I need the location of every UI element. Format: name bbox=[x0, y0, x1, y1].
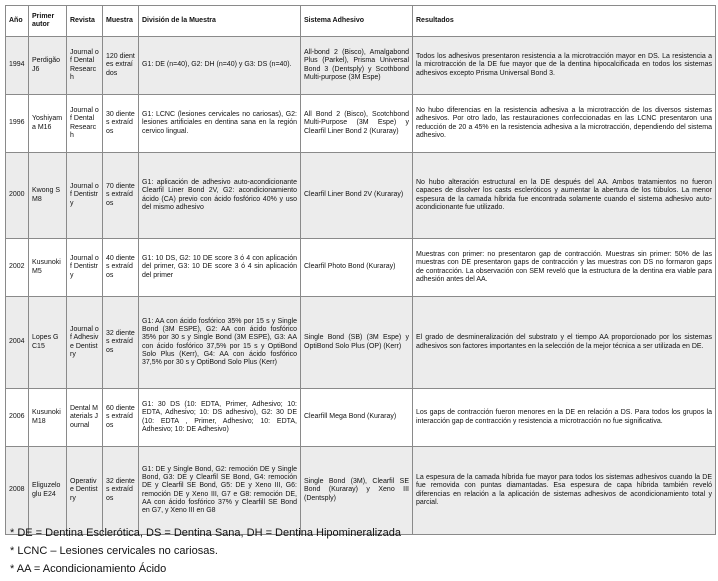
table-row bbox=[6, 37, 716, 95]
adhesive-cell: Single Bond (SB) (3M Espe) y OptiBond Solo Plus (OP) (Kerr) bbox=[301, 297, 413, 389]
year-cell: 2002 bbox=[6, 239, 29, 297]
division-cell: G1: aplicación de adhesivo auto-acondicionante Clearfil Liner Bond 2V, G2: acondicionamiento ácido (CA) previo con ácido fosfórico 40% y uso del mismo adhesivo bbox=[139, 153, 301, 239]
header-author: Primer autor bbox=[29, 6, 67, 37]
footnote-de: * DE = Dentina Esclerótica, DS = Dentina Sana, DH = Dentina Hipomineralizada bbox=[10, 527, 402, 539]
year-cell: 1994 bbox=[6, 37, 29, 95]
table-row bbox=[6, 389, 716, 447]
header-year: Año bbox=[6, 6, 29, 37]
division-cell: G1: DE y Single Bond, G2: remoción DE y Single Bond, G3: DE y Clearfil SE Bond, G4: remoción DE y Clearfil SE Bond, G5: DE y Xeno III, G6: remoción DE y Xeno III, G7 e G8: remoción DE, AA con ácido fosfórico 37% y Clearfill SE Bond en G7, y Xeno III en G8 bbox=[139, 447, 301, 535]
header-sample: Muestra bbox=[103, 6, 139, 37]
results-cell: Muestras con primer: no presentaron gap de contracción. Muestras sin primer: 50% de las muestras con DE presentaron gaps de contracción y las muestras con DS no formaron gaps de contracción. La observación con SEM reveló que la estructura de la dentina era viable para adhesión antes del AA. bbox=[413, 239, 716, 297]
journal-cell: Journal of Dental Research bbox=[67, 95, 103, 153]
division-cell: G1: 30 DS (10: EDTA, Primer, Adhesivo; 10: EDTA, Adhesivo; 10: DS adhesivo), G2: 30 DE (10: EDTA , Primer, Adhesivo; 10: EDTA, Adhesivo; 10: DE Adhesivo) bbox=[139, 389, 301, 447]
year-cell: 2008 bbox=[6, 447, 29, 535]
author-cell: Eliguzeloglu E24 bbox=[29, 447, 67, 535]
author-cell: Yoshiyama M16 bbox=[29, 95, 67, 153]
journal-cell: Journal of Adhesive Dentistry bbox=[67, 297, 103, 389]
author-cell: Lopes GC15 bbox=[29, 297, 67, 389]
adhesive-cell: Clearfil Photo Bond (Kuraray) bbox=[301, 239, 413, 297]
results-cell: La espesura de la camada híbrida fue mayor para todos los sistemas adhesivos cuando la DE fue removida con puntas diamantadas. Esa espesura de capa híbrida también reveló diferencias en relación a la aplicación de sistemas adhesivos de acondicionamiento total y parcial. bbox=[413, 447, 716, 535]
footnote-aa: * AA = Acondicionamiento Ácido bbox=[10, 563, 167, 575]
author-cell: Kusunoki M5 bbox=[29, 239, 67, 297]
author-cell: Kusunoki M18 bbox=[29, 389, 67, 447]
year-cell: 1996 bbox=[6, 95, 29, 153]
sample-cell: 30 dientes extraídos bbox=[103, 95, 139, 153]
header-adhesive: Sistema Adhesivo bbox=[301, 6, 413, 37]
division-cell: G1: DE (n=40), G2: DH (n=40) y G3: DS (n=40). bbox=[139, 37, 301, 95]
table-row bbox=[6, 153, 716, 239]
table-row bbox=[6, 95, 716, 153]
year-cell: 2000 bbox=[6, 153, 29, 239]
results-cell: El grado de desmineralización del substrato y el tiempo AA proporcionado por los sistemas adhesivos son factores importantes en la selección de la mejor técnica a ser utilizada en DE. bbox=[413, 297, 716, 389]
division-cell: G1: 10 DS, G2: 10 DE score 3 ó 4 con aplicación del primer, G3: 10 DE score 3 ó 4 sin aplicación del primer bbox=[139, 239, 301, 297]
results-cell: No hubo diferencias en la resistencia adhesiva a la microtracción de los diversos sistemas adhesivos. Por otro lado, las restauraciones confeccionadas en las LCNC presentaron una reducción de 20 a 45% en la resistencia adhesiva a la microtracción, dependiendo del sistema adhesivo. bbox=[413, 95, 716, 153]
year-cell: 2004 bbox=[6, 297, 29, 389]
journal-cell: Operative Dentistry bbox=[67, 447, 103, 535]
table-row bbox=[6, 447, 716, 535]
literature-table bbox=[5, 5, 716, 535]
adhesive-cell: Clearfil Liner Bond 2V (Kuraray) bbox=[301, 153, 413, 239]
journal-cell: Journal of Dentistry bbox=[67, 153, 103, 239]
division-cell: G1: LCNC (lesiones cervicales no cariosas), G2: lesiones artificiales en dentina sana en la región cervico lingual. bbox=[139, 95, 301, 153]
division-cell: G1: AA con ácido fosfórico 35% por 15 s y Single Bond (3M ESPE), G2: AA con ácido fosfórico 35% por 30 s y Single Bond (3M ESPE), G3: AA con ácido fosfórico 37,5% por 15 s y OptiBond Solo Plus (Kerr), G4: AA con ácido fosfórico 37,5% por 30 s y OptiBond Solo Plus (Kerr) bbox=[139, 297, 301, 389]
header-division: División de la Muestra bbox=[139, 6, 301, 37]
journal-cell: Journal of Dental Research bbox=[67, 37, 103, 95]
journal-cell: Dental Materials Journal bbox=[67, 389, 103, 447]
header-journal: Revista bbox=[67, 6, 103, 37]
sample-cell: 120 dientes extraídos bbox=[103, 37, 139, 95]
sample-cell: 60 dientes extraídos bbox=[103, 389, 139, 447]
sample-cell: 40 dientes extraídos bbox=[103, 239, 139, 297]
results-cell: No hubo alteración estructural en la DE después del AA. Ambos tratamientos no fueron capaces de disolver los casts escleróticos y aumentar la abertura de los túbulos. La menor espesura de la camada híbrida fue encontrada solamente cuando el sistema adhesivo auto-acondicionante fue utilizado. bbox=[413, 153, 716, 239]
adhesive-cell: All Bond 2 (Bisco), Scotchbond Multi-Purpose (3M Espe) y Clearfil Liner Bond 2 (Kuraray) bbox=[301, 95, 413, 153]
footnotes bbox=[10, 524, 401, 578]
author-cell: Kwong SM8 bbox=[29, 153, 67, 239]
adhesive-cell: All-bond 2 (Bisco), Amalgabond Plus (Parkel), Prisma Universal Bond 3 (Dentsply) y Scothbond Multi-purpose (3M Espe) bbox=[301, 37, 413, 95]
sample-cell: 32 dientes extraídos bbox=[103, 297, 139, 389]
table-row bbox=[6, 239, 716, 297]
author-cell: Perdigão J6 bbox=[29, 37, 67, 95]
adhesive-cell: Single Bond (3M), Clearfil SE Bond (Kuraray) y Xeno III (Dentsply) bbox=[301, 447, 413, 535]
results-cell: Todos los adhesivos presentaron resistencia a la microtracción mayor en DS. La resistencia a la microtracción de la DE fue mayor que de la dentina hipocalcificada en todos los sistemas adhesivos excepto Prisma Universal Bond 3. bbox=[413, 37, 716, 95]
adhesive-cell: Clearfill Mega Bond (Kuraray) bbox=[301, 389, 413, 447]
results-cell: Los gaps de contracción fueron menores en la DE en relación a DS. Para todos los grupos la interacción gap de contracción y resistencia a microtracción no fue significativa. bbox=[413, 389, 716, 447]
header-row bbox=[6, 6, 716, 37]
table-row bbox=[6, 297, 716, 389]
header-results: Resultados bbox=[413, 6, 716, 37]
sample-cell: 32 dientes extraídos bbox=[103, 447, 139, 535]
sample-cell: 70 dientes extraídos bbox=[103, 153, 139, 239]
footnote-lcnc: * LCNC – Lesiones cervicales no cariosas. bbox=[10, 545, 218, 557]
year-cell: 2006 bbox=[6, 389, 29, 447]
journal-cell: Journal of Dentistry bbox=[67, 239, 103, 297]
